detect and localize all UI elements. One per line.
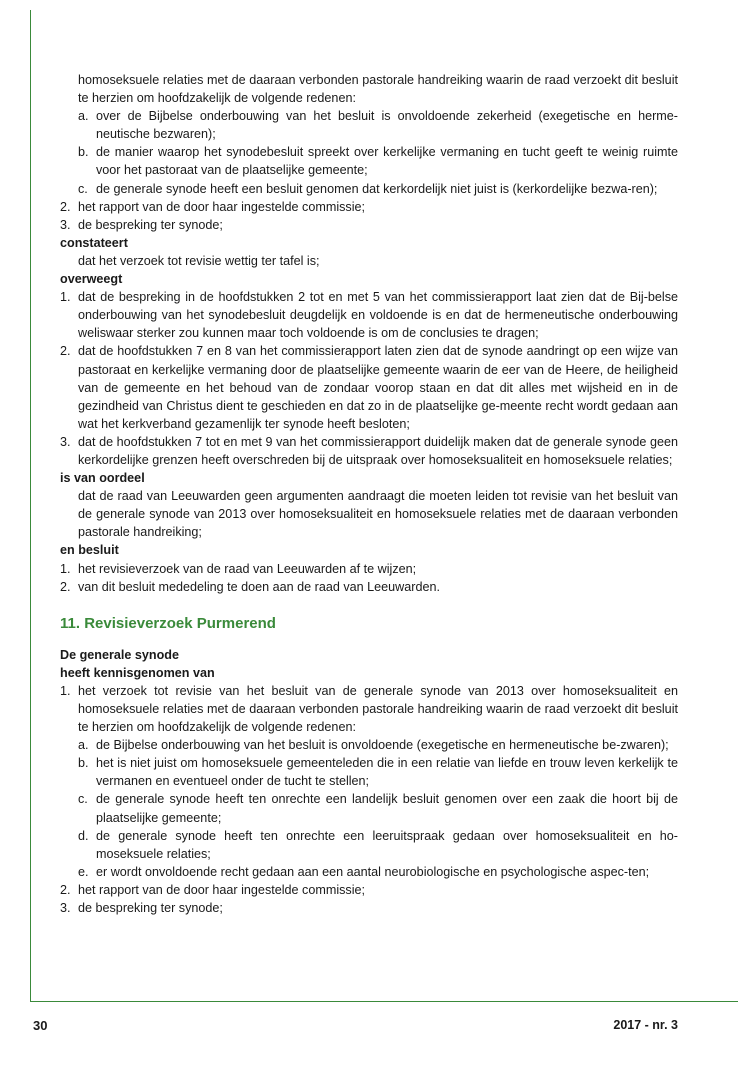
oordeel-text: dat de raad van Leeuwarden geen argumenten aandraagt die moeten leiden tot revisie van het besluit van de generale synode van 2013 over homoseksualiteit en homoseksuele relaties met de daaraan verbonden pastorale handreiking; xyxy=(78,489,678,540)
list-item: c. de generale synode heeft een besluit genomen dat kerkordelijk niet juist is (kerkordelijke bezwa-ren); xyxy=(78,181,658,196)
continued-paragraph: homoseksuele relaties met de daaraan verbonden pastorale handreiking waarin de raad verzoekt dit besluit te herzien om hoofdzakelijk de volgende redenen: xyxy=(78,73,678,106)
section-title: 11. Revisieverzoek Purmerend xyxy=(60,614,276,632)
heading-overweegt: overweegt xyxy=(60,272,123,287)
list-item: d. de generale synode heeft ten onrechte een leeruitspraak gedaan over homoseksualiteit en ho-moseksuele relaties; xyxy=(78,828,678,861)
heading-oordeel: is van oordeel xyxy=(60,471,145,486)
constateert-text: dat het verzoek tot revisie wettig ter tafel is; xyxy=(78,253,320,268)
list-item: 1. het verzoek tot revisie van het besluit van de generale synode van 2013 over homoseksualiteit en homoseksuele relaties met de daaraan verbonden pastorale handreiking waarin de raad verzoekt dit besluit te herzien om hoofdzakelijk de volgende redenen: xyxy=(60,683,678,735)
list-item: 2. het rapport van de door haar ingestelde commissie; xyxy=(60,199,366,214)
list-item: 2. dat de hoofdstukken 7 en 8 van het commissierapport laten zien dat de synode aandringt op een wijze van pastoraat en kerkelijke vermaning door de plaatselijke gemeente waarin de eer van de Heere, de heiligheid van de gemeente en het behoud van de zondaar voorop staan en dat dit alles met wijsheid en in de gezindheid van Christus dient te geschieden en dat zo in de plaatselijke ge-meente recht wordt gedaan aan wat het kerkverband gezamenlijk ter synode heeft besloten; xyxy=(60,344,678,431)
list-item: 1. het revisieverzoek van de raad van Leeuwarden af te wijzen; xyxy=(60,561,417,576)
list-item: 1. dat de bespreking in de hoofdstukken 2 tot en met 5 van het commissierapport laat zien dat de Bij-belse onderbouwing van het synodebesluit deugdelijk en voldoende is en dat de hermeneutische onderbouwing weliswaar sterker zou kunnen maar toch voldoende is om de conclusies te dragen; xyxy=(60,290,678,341)
list-item: 3. de bespreking ter synode; xyxy=(60,901,223,916)
heading-constateert: constateert xyxy=(60,235,128,250)
page-body xyxy=(60,71,678,917)
list-item: a. over de Bijbelse onderbouwing van het besluit is onvoldoende zekerheid (exegetische en herme-neutische bezwaren); xyxy=(78,109,678,142)
list-item: 3. dat de hoofdstukken 7 tot en met 9 van het commissierapport duidelijk maken dat de generale synode geen kerkordelijke grenzen heeft overschreden bij de uitspraak over homoseksualiteit en homoseksuele relaties; xyxy=(60,434,678,467)
list-item: b. de manier waarop het synodebesluit spreekt over kerkelijke vermaning en tucht geeft te weinig ruimte voor het pastoraat van de plaatselijke gemeente; xyxy=(78,145,678,178)
list-item: b. het is niet juist om homoseksuele gemeenteleden die in een relatie van liefde en trouw leven kerkelijk te vermanen en eventueel onder de tucht te stellen; xyxy=(78,756,678,789)
list-item: a. de Bijbelse onderbouwing van het besluit is onvoldoende (exegetische en hermeneutische be-zwaren); xyxy=(78,738,669,753)
list-item: e. er wordt onvoldoende recht gedaan aan een aantal neurobiologische en psychologische aspec-ten; xyxy=(78,864,650,879)
list-item: 3. de bespreking ter synode; xyxy=(60,217,223,232)
list-item: c. de generale synode heeft ten onrechte een landelijk besluit genomen over een zaak die hoort bij de plaatselijke gemeente; xyxy=(78,792,678,825)
list-item: 2. het rapport van de door haar ingestelde commissie; xyxy=(60,882,366,897)
footer-rule xyxy=(30,1001,738,1002)
margin-rule-vertical xyxy=(30,10,31,1002)
page-number: 30 xyxy=(33,1018,48,1033)
heading-besluit: en besluit xyxy=(60,543,119,558)
issue-label: 2017 - nr. 3 xyxy=(613,1018,678,1032)
subject-line: De generale synode xyxy=(60,647,179,662)
list-item: 2. van dit besluit mededeling te doen aan de raad van Leeuwarden. xyxy=(60,579,440,594)
heading-kennisgenomen: heeft kennisgenomen van xyxy=(60,665,215,680)
